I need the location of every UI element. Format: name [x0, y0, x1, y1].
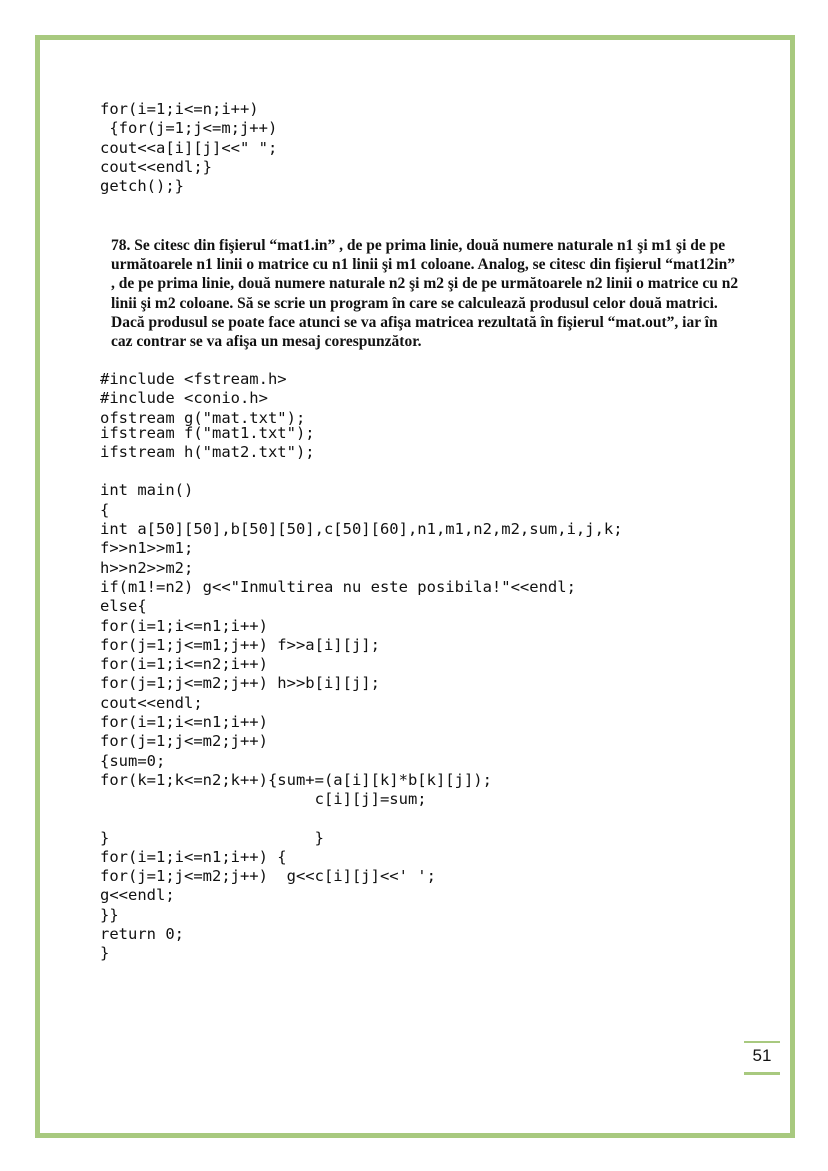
problem-line: 78. Se citesc din fişierul “mat1.in” , de pe prima linie, două numere naturale n1 şi m1 şi de pe	[111, 237, 726, 254]
code-line: cout<<a[i][j]<<" ";	[100, 138, 278, 157]
code-line: g<<endl;	[100, 886, 175, 905]
code-line: for(i=1;i<=n2;i++)	[100, 655, 268, 674]
code-block-main	[100, 370, 623, 964]
code-line: for(j=1;j<=m2;j++) h>>b[i][j];	[100, 674, 380, 693]
code-line: for(i=1;i<=n1;i++)	[100, 713, 268, 732]
code-line: for(i=1;i<=n1;i++)	[100, 616, 268, 635]
problem-line: linii şi m2 coloane. Să se scrie un program în care se calculează produsul celor două matrici.	[111, 294, 718, 312]
code-block-top	[100, 100, 277, 196]
problem-line: caz contrar se va afişa un mesaj corespunzător.	[111, 333, 422, 351]
code-line: {sum=0;	[100, 751, 166, 770]
code-line: }}	[100, 905, 119, 924]
code-line: else{	[100, 597, 147, 616]
code-line: }	[100, 944, 110, 963]
code-line: } }	[100, 828, 324, 847]
code-line: int main()	[100, 481, 194, 500]
problem-statement	[111, 236, 791, 351]
code-line: for(j=1;j<=m1;j++) f>>a[i][j];	[100, 635, 380, 654]
code-line: for(k=1;k<=n2;k++){sum+=(a[i][k]*b[k][j]);	[100, 770, 492, 789]
code-line: #include <conio.h>	[100, 389, 268, 408]
code-line: ofstream g("mat.txt");	[100, 408, 306, 427]
code-line: if(m1!=n2) g<<"Inmultirea nu este posibila!"<<endl;	[100, 577, 576, 596]
code-line: ifstream h("mat2.txt");	[100, 443, 315, 462]
code-line: return 0;	[100, 925, 184, 944]
code-line: for(j=1;j<=m2;j++)	[100, 732, 268, 751]
problem-line: următoarele n1 linii o matrice cu n1 linii şi m1 coloane. Analog, se citesc din fişierul “mat12in”	[111, 256, 735, 274]
code-line: #include <fstream.h>	[100, 370, 287, 388]
code-line: for(i=1;i<=n1;i++) {	[100, 847, 287, 866]
code-line: cout<<endl;	[100, 693, 203, 712]
problem-line: Dacă produsul se poate face atunci se va afişa matricea rezultată în fişierul “mat.out”, iar în	[111, 313, 718, 331]
code-line: cout<<endl;}	[100, 157, 212, 176]
code-line: for(j=1;j<=m2;j++) g<<c[i][j]<<' ';	[100, 867, 436, 886]
problem-line: , de pe prima linie, două numere naturale n2 şi m2 şi de pe următoarele n2 linii o matrice cu n2	[111, 275, 739, 293]
code-line: f>>n1>>m1;	[100, 539, 194, 558]
code-line: int a[50][50],b[50][50],c[50][60],n1,m1,n2,m2,sum,i,j,k;	[100, 520, 623, 539]
code-line: c[i][j]=sum;	[100, 790, 427, 809]
code-line: h>>n2>>m2;	[100, 558, 194, 577]
page-number: 51	[744, 1041, 780, 1075]
code-line: getch();}	[100, 177, 184, 196]
code-line: ifstream f("mat1.txt");	[100, 423, 315, 442]
code-line: {	[100, 500, 110, 519]
code-line: {for(j=1;j<=m;j++)	[100, 119, 278, 138]
code-line: for(i=1;i<=n;i++)	[100, 100, 259, 118]
